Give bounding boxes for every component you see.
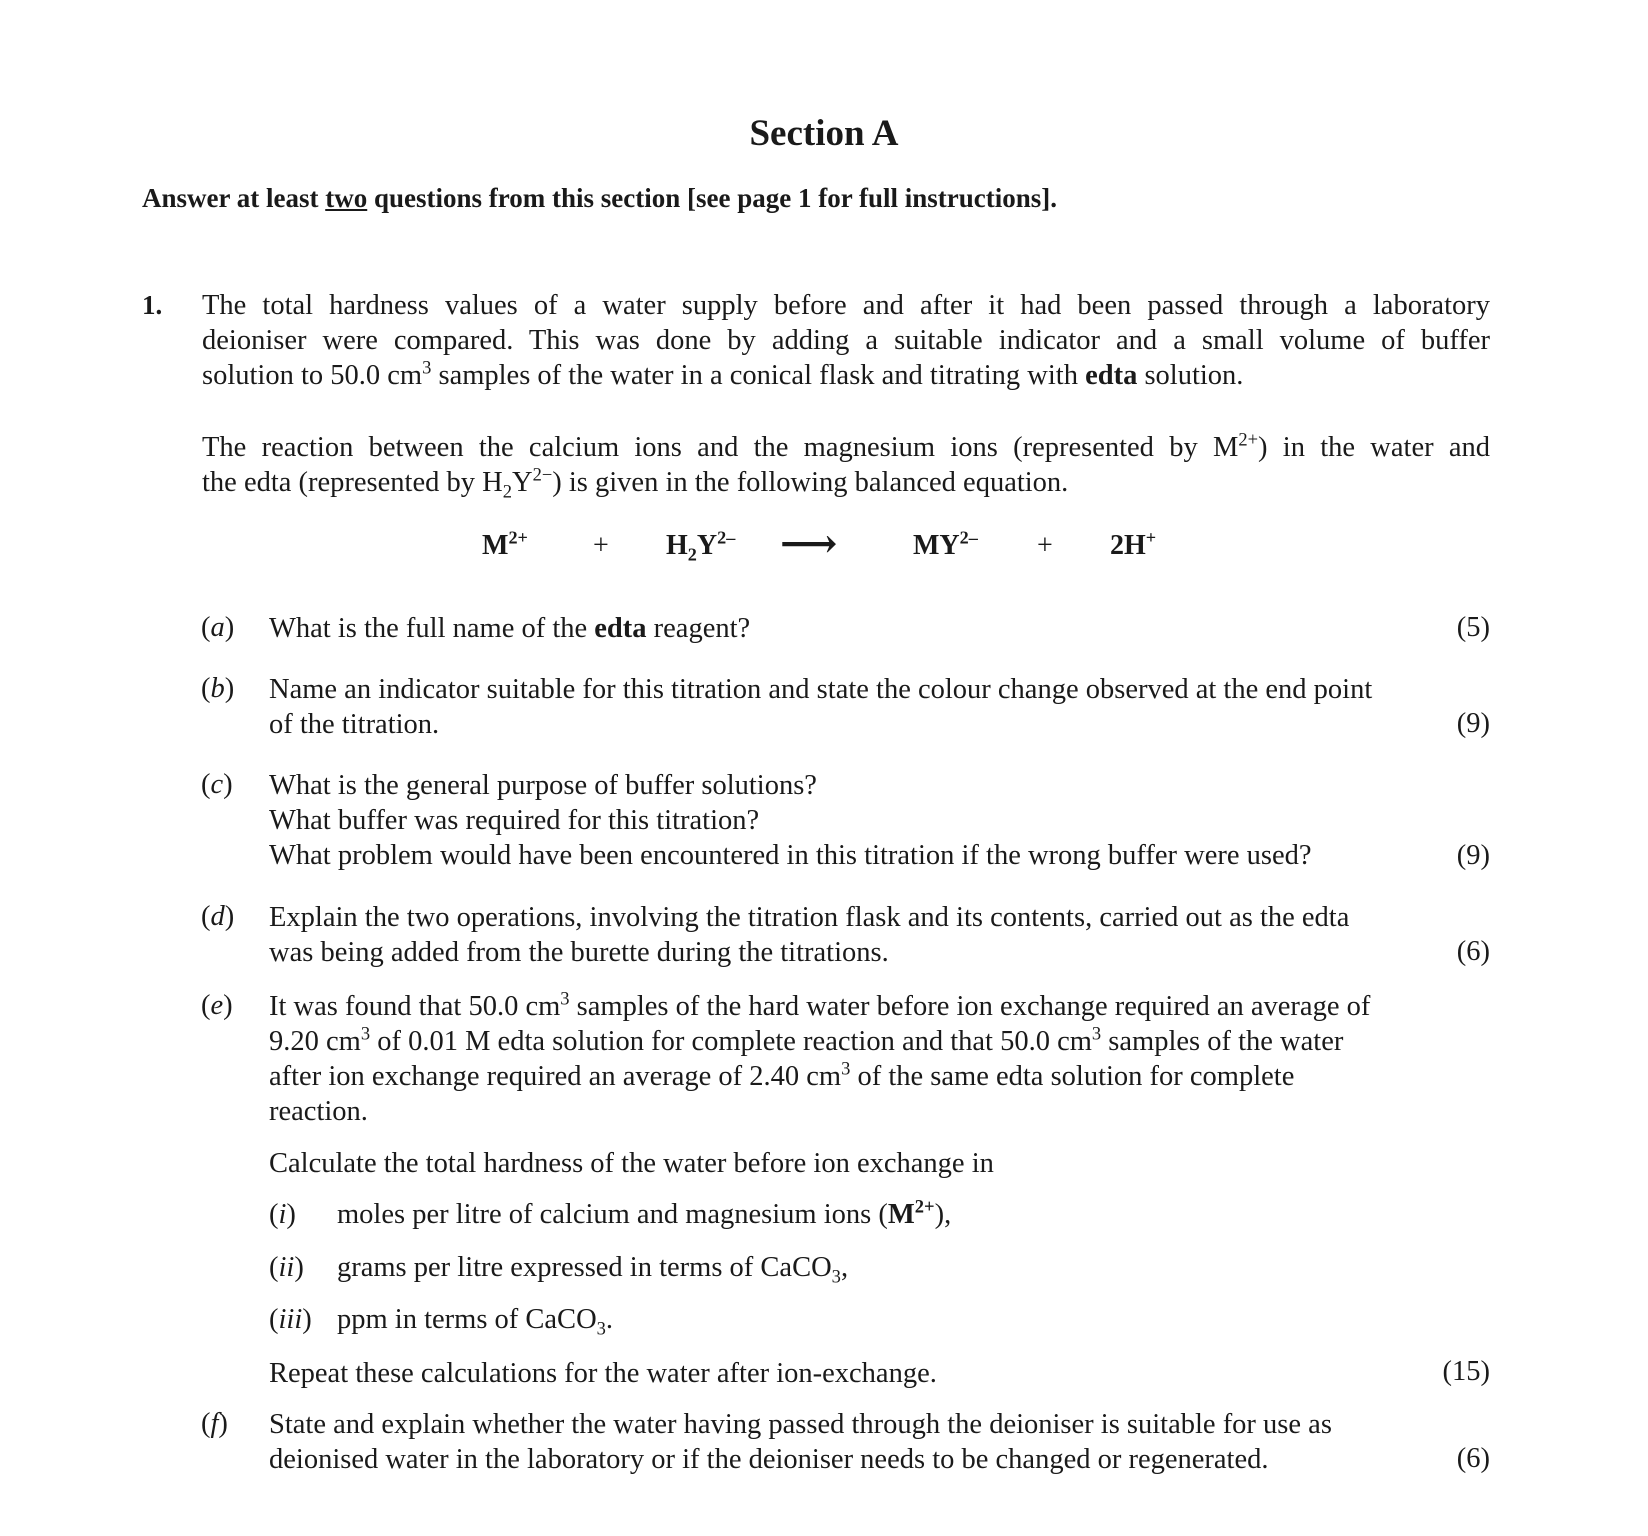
- part-b-label: (b): [201, 673, 235, 704]
- question-intro: [202, 288, 1490, 393]
- part-c-text: What is the general purpose of buffer solutions? What buffer was required for this titration? What problem would have been encountered in this titration if the wrong buffer were used?: [269, 770, 1312, 871]
- part-a-label: (a): [201, 612, 235, 643]
- question-number: 1.: [142, 290, 163, 320]
- part-e-sub-iii-text: ppm in terms of CaCO$_3$.: [337, 1304, 614, 1340]
- part-b-text: Name an indicator suitable for this titration and state the colour change observed at the end point of the titration.: [269, 674, 1373, 740]
- part-e-text: It was found that 50.0 $cm^3$ samples of the hard water before ion exchange required an average of 9.20 $cm^3$ of 0.01 M edta solution for complete reaction and that 50.0 $cm^3$ samples of the water after ion exchange required an average of 2.40 $cm^3$ of the same edta solution for complete reaction.: [269, 988, 1371, 1127]
- part-c-marks: (9): [1456, 840, 1490, 871]
- reaction-arrow-icon: ⟶: [780, 521, 838, 566]
- part-f-marks: (6): [1456, 1443, 1490, 1474]
- part-f-label: (f): [201, 1408, 228, 1439]
- part-e-sub-ii-label: (ii): [269, 1252, 304, 1283]
- equation-plus: +: [1037, 530, 1053, 561]
- section-instruction: Answer at least two questions from this section [see page 1 for full instructions].: [142, 183, 1057, 213]
- equation-product-complex: $MY^{2-}$: [913, 527, 978, 561]
- part-f-text: State and explain whether the water having passed through the deioniser is suitable for use as deionised water in the laboratory or if the deioniser needs to be changed or regenerated.: [269, 1409, 1332, 1475]
- reaction-description: [202, 429, 1490, 503]
- intro-line: solution to 50.0 $cm^3$ samples of the water in a conical flask and titrating with edta solution.: [202, 357, 1244, 391]
- part-e-repeat: Repeat these calculations for the water after ion-exchange.: [269, 1358, 937, 1389]
- part-e-label: (e): [201, 990, 233, 1021]
- part-e-sub-i-text: moles per litre of calcium and magnesium ions $(M^{2+})$,: [337, 1196, 952, 1230]
- reaction-line: The reaction between the calcium ions and the magnesium ions (represented by $M^{2+}$) in the water and: [202, 429, 1490, 463]
- equation-plus: +: [593, 530, 609, 561]
- part-d-label: (d): [201, 901, 235, 932]
- part-a-marks: (5): [1456, 612, 1490, 643]
- part-e-calc-intro: Calculate the total hardness of the water before ion exchange in: [269, 1148, 994, 1179]
- part-e-marks: (15): [1442, 1356, 1490, 1387]
- intro-line: deioniser were compared. This was done by adding a suitable indicator and a small volume of buffer: [202, 325, 1490, 356]
- equation-reactant-edta: $H_2Y^{2-}$: [666, 527, 736, 565]
- part-c-label: (c): [201, 769, 233, 800]
- equation-reactant-metal: $M^{2+}$: [482, 527, 528, 561]
- section-title: Section A: [749, 113, 899, 154]
- reaction-line: the edta (represented by $H_2Y^{2-}$) is given in the following balanced equation.: [202, 464, 1069, 503]
- instruction-emphasis: two: [325, 183, 368, 213]
- part-e-sub-i-label: (i): [269, 1199, 296, 1230]
- part-d-marks: (6): [1456, 936, 1490, 967]
- intro-line: The total hardness values of a water supply before and after it had been passed through a laboratory: [202, 290, 1490, 321]
- part-e-sub-iii-label: (iii): [269, 1304, 312, 1335]
- part-d-text: Explain the two operations, involving the titration flask and its contents, carried out as the edta was being added from the burette during the titrations.: [269, 902, 1350, 968]
- part-a-text: What is the full name of the edta reagent?: [269, 613, 751, 644]
- part-e-sub-ii-text: grams per litre expressed in terms of CaCO$_3$,: [337, 1252, 849, 1288]
- part-b-marks: (9): [1456, 708, 1490, 739]
- equation-product-hydrogen: 2H+: [1110, 527, 1157, 561]
